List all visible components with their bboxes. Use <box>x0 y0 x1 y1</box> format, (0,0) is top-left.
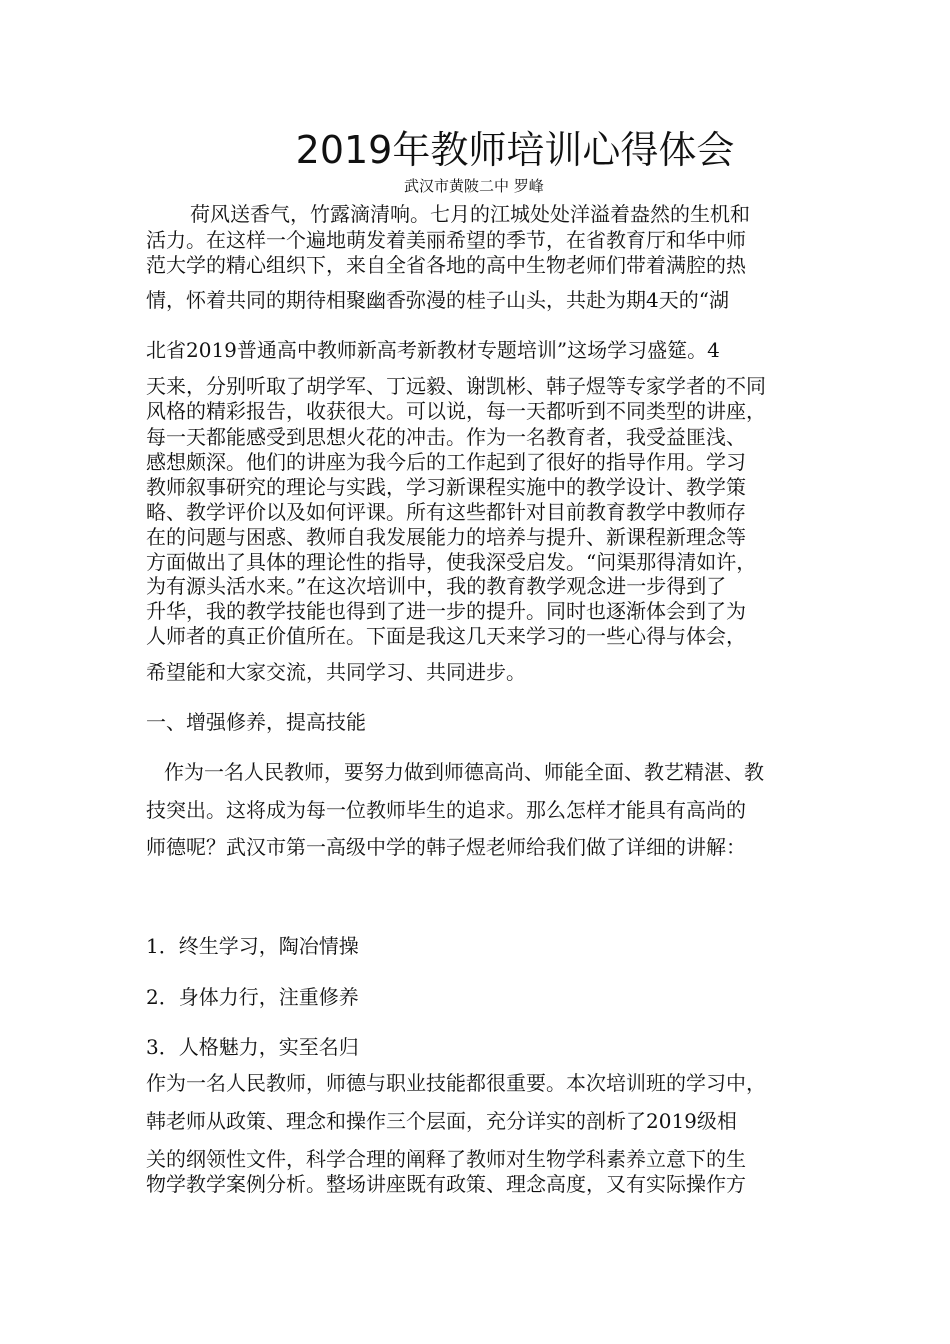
paragraph-line: 活力。在这样一个遍地萌发着美丽希望的季节，在省教育厅和华中师 <box>146 228 746 252</box>
paragraph-line: 范大学的精心组织下，来自全省各地的高中生物老师们带着满腔的热 <box>146 253 746 277</box>
section-heading: 一、增强修养，提高技能 <box>146 710 366 734</box>
paragraph-line: 物学教学案例分析。整场讲座既有政策、理念高度，又有实际操作方 <box>146 1172 746 1196</box>
paragraph-line: 升华，我的教学技能也得到了进一步的提升。同时也逐渐体会到了为 <box>146 599 746 623</box>
paragraph-line: 关的纲领性文件，科学合理的阐释了教师对生物学科素养立意下的生 <box>146 1147 746 1171</box>
paragraph-line: 希望能和大家交流，共同学习、共同进步。 <box>146 660 526 684</box>
list-item: 1．终生学习，陶冶情操 <box>146 934 359 958</box>
paragraph-line: 荷风送香气，竹露滴清响。七月的江城处处洋溢着盎然的生机和 <box>190 202 750 226</box>
paragraph-line: 韩老师从政策、理念和操作三个层面，充分详实的剖析了2019级相 <box>146 1109 737 1133</box>
paragraph-line: 方面做出了具体的理论性的指导，使我深受启发。“问渠那得清如许， <box>146 550 757 574</box>
author-line: 武汉市黄陂二中 罗峰 <box>404 177 544 195</box>
paragraph-line: 风格的精彩报告，收获很大。可以说，每一天都听到不同类型的讲座， <box>146 399 766 423</box>
paragraph-line: 略、教学评价以及如何评课。所有这些都针对目前教育教学中教师存 <box>146 500 746 524</box>
paragraph-line: 情，怀着共同的期待相聚幽香弥漫的桂子山头，共赴为期4天的“湖 <box>146 288 729 312</box>
paragraph-line: 每一天都能感受到思想火花的冲击。作为一名教育者，我受益匪浅、 <box>146 425 746 449</box>
paragraph-line: 感想颇深。他们的讲座为我今后的工作起到了很好的指导作用。学习 <box>146 450 746 474</box>
list-item: 2．身体力行，注重修养 <box>146 985 359 1009</box>
document-title: 2019年教师培训心得体会 <box>295 128 735 172</box>
paragraph-line: 技突出。这将成为每一位教师毕生的追求。那么怎样才能具有高尚的 <box>146 798 746 822</box>
paragraph-line: 为有源头活水来。”在这次培训中，我的教育教学观念进一步得到了 <box>146 574 727 598</box>
paragraph-line: 师德呢？武汉市第一高级中学的韩子煜老师给我们做了详细的讲解： <box>146 835 746 859</box>
paragraph-line: 在的问题与困惑、教师自我发展能力的培养与提升、新课程新理念等 <box>146 525 746 549</box>
paragraph-line: 人师者的真正价值所在。下面是我这几天来学习的一些心得与体会， <box>146 624 746 648</box>
paragraph-line: 作为一名人民教师，要努力做到师德高尚、师能全面、教艺精湛、教 <box>164 760 764 784</box>
paragraph-line: 北省2019普通高中教师新高考新教材专题培训”这场学习盛筵。4 <box>146 338 720 362</box>
paragraph-line: 天来，分别听取了胡学军、丁远毅、谢凯彬、韩子煜等专家学者的不同 <box>146 374 766 398</box>
paragraph-line: 作为一名人民教师，师德与职业技能都很重要。本次培训班的学习中， <box>146 1071 766 1095</box>
list-item: 3．人格魅力，实至名归 <box>146 1035 359 1059</box>
paragraph-line: 教师叙事研究的理论与实践，学习新课程实施中的教学设计、教学策 <box>146 475 746 499</box>
